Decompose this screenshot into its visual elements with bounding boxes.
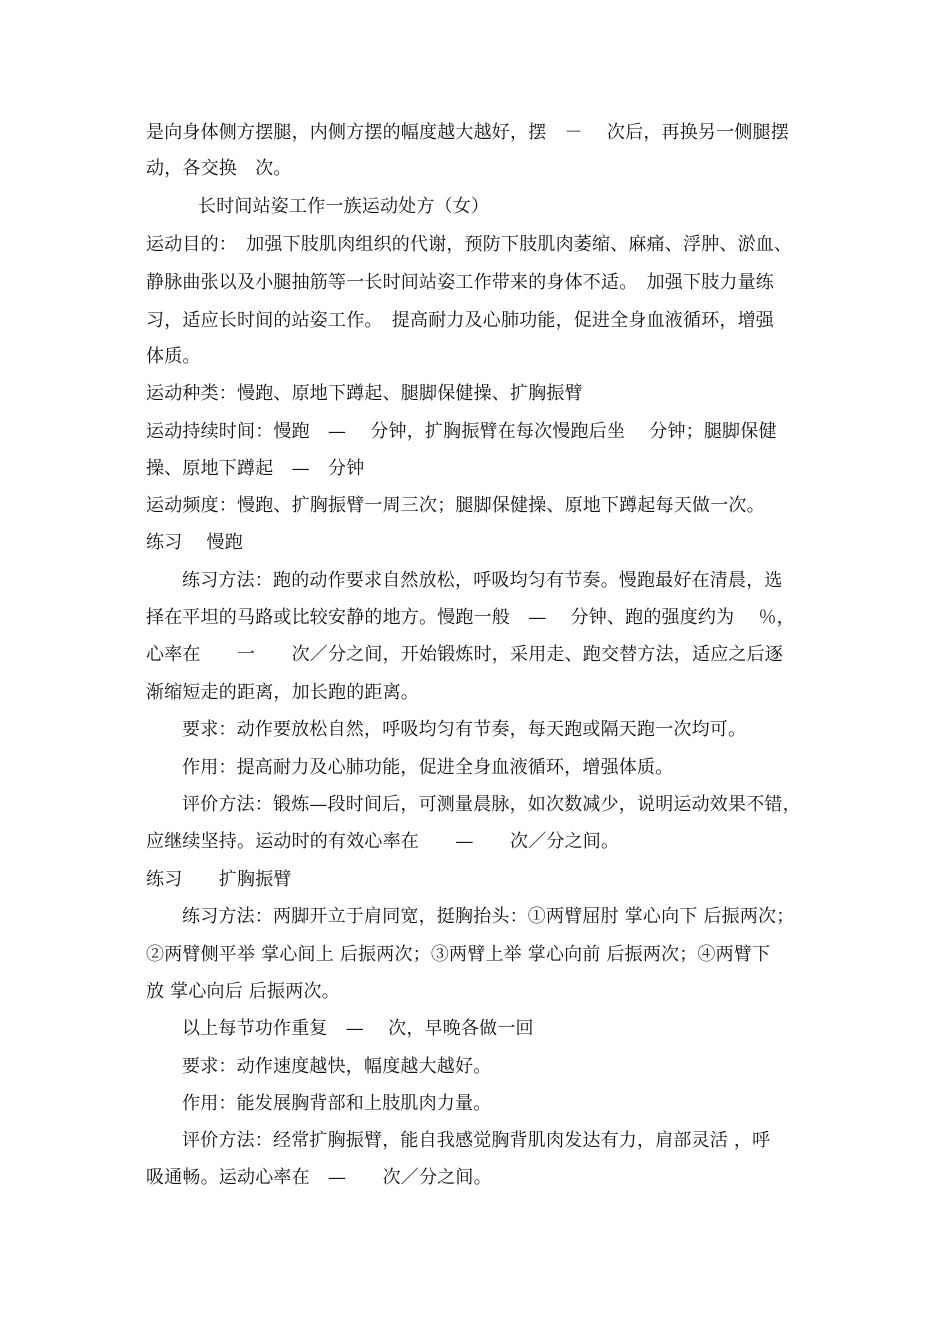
paragraph-line: 吸通畅。运动心率在 — 次／分之间。 <box>146 1167 492 1188</box>
requirement-line: 要求：动作速度越快，幅度越大越好。 <box>182 1056 492 1077</box>
effect-line: 作用：能发展胸背部和上肢肌肉力量。 <box>182 1093 492 1114</box>
paragraph-line: 运动目的： 加强下肢肌肉组织的代谢，预防下肢肌肉萎缩、麻痛、浮肿、淤血、 <box>146 234 793 255</box>
paragraph-line: 评价方法：经常扩胸振臂，能自我感觉胸背肌肉发达有力，肩部灵活 ，呼 <box>182 1130 771 1151</box>
paragraph-line: 操、原地下蹲起 — 分钟 <box>146 458 365 479</box>
paragraph-line: 体质。 <box>146 346 201 367</box>
paragraph-line: 心率在 一 次／分之间，开始锻炼时，采用走、跑交替方法，适应之后逐 <box>146 644 783 665</box>
paragraph-line: 练习方法：两脚开立于肩同宽，挺胸抬头：①两臂屈肘 掌心向下 后振两次； <box>182 906 795 927</box>
paragraph-line: 择在平坦的马路或比较安静的地方。慢跑一般 — 分钟、跑的强度约为 ％， <box>146 607 795 628</box>
paragraph-line: 动，各交换 次。 <box>146 158 292 179</box>
exercise-frequency: 运动频度：慢跑、扩胸振臂一周三次；腿脚保健操、原地下蹲起每天做一次。 <box>146 495 765 516</box>
paragraph-line: 以上每节功作重复 — 次，早晚各做一回 <box>182 1018 534 1039</box>
paragraph-line: 渐缩短走的距离，加长跑的距离。 <box>146 682 419 703</box>
paragraph-line: 应继续坚持。运动时的有效心率在 — 次／分之间。 <box>146 831 620 852</box>
paragraph-line: 评价方法：锻炼—段时间后，可测量晨脉，如次数减少，说明运动效果不错， <box>182 794 801 815</box>
paragraph-line: 习，适应长时间的站姿工作。 提高耐力及心肺功能，促进全身血液循环，增强 <box>146 310 774 331</box>
exercise-heading: 练习 扩胸振臂 <box>146 869 292 890</box>
paragraph-line: 运动持续时间：慢跑 — 分钟，扩胸振臂在每次慢跑后坐 分钟；腿脚保健 <box>146 421 777 442</box>
exercise-heading: 练习 慢跑 <box>146 532 243 553</box>
effect-line: 作用：提高耐力及心肺功能，促进全身血液循环，增强体质。 <box>182 757 674 778</box>
exercise-types: 运动种类：慢跑、原地下蹲起、腿脚保健操、扩胸振臂 <box>146 383 583 404</box>
paragraph-line: 是向身体侧方摆腿，内侧方摆的幅度越大越好，摆 － 次后，再换另一侧腿摆 <box>146 122 789 143</box>
paragraph-line: 练习方法：跑的动作要求自然放松，呼吸均匀有节奏。慢跑最好在清晨，选 <box>182 570 783 591</box>
section-title: 长时间站姿工作一族运动处方（女） <box>198 196 490 217</box>
requirement-line: 要求：动作要放松自然，呼吸均匀有节奏，每天跑或隔天跑一次均可。 <box>182 719 747 740</box>
paragraph-line: 静脉曲张以及小腿抽筋等一长时间站姿工作带来的身体不适。 加强下肢力量练 <box>146 272 774 293</box>
paragraph-line: 放 掌心向后 后振两次。 <box>146 981 340 1002</box>
paragraph-line: ②两臂侧平举 掌心间上 后振两次；③两臂上举 掌心向前 后振两次；④两臂下 <box>146 944 771 965</box>
